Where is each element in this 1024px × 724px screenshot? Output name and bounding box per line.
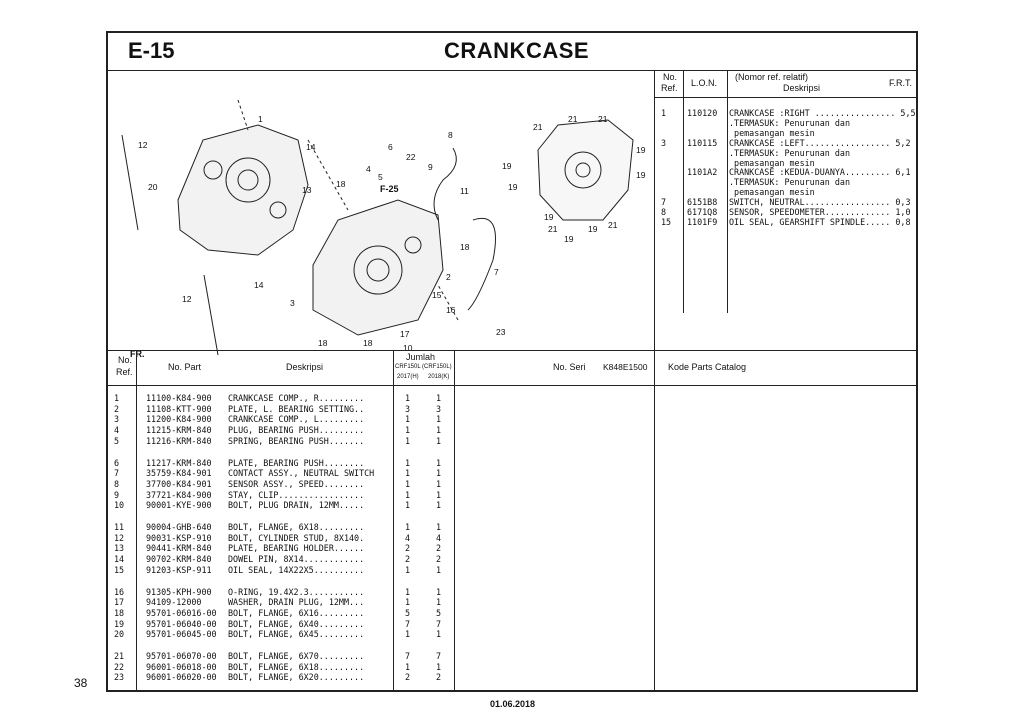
lon-header-deskripsi: Deskripsi — [783, 83, 821, 93]
lon-header-no: No. — [663, 72, 678, 82]
lon-row-desc: .TERMASUK: Penurunan dan — [729, 117, 851, 128]
part-ref: 8 — [114, 478, 120, 489]
table-row — [108, 554, 458, 564]
part-number: 11200-K84-900 — [146, 414, 212, 425]
lon-row-desc: SENSOR, SPEEDOMETER............. 1,0 — [729, 207, 911, 217]
callout-15: 15 — [432, 290, 442, 300]
lon-row-lon: 110115 — [687, 137, 718, 148]
callout-18b: 18 — [460, 242, 470, 252]
fig-code: K848E1500 — [603, 362, 648, 372]
parts-table-header — [108, 350, 916, 386]
qty-2017: 1 — [405, 435, 411, 446]
qty-2017: 1 — [405, 629, 411, 640]
qty-2018: 1 — [436, 661, 442, 672]
part-ref: 12 — [114, 532, 125, 543]
table-row — [108, 629, 458, 639]
lon-row-desc: CRANKCASE :RIGHT ................ 5,5 — [729, 108, 916, 118]
callout-19b: 19 — [636, 170, 646, 180]
callout-20: 20 — [148, 182, 158, 192]
part-number: 37721-K84-900 — [146, 489, 212, 500]
page-number: 38 — [74, 676, 88, 690]
part-ref: 2 — [114, 403, 120, 414]
callout-14: 14 — [306, 142, 316, 152]
part-number: 91305-KPH-900 — [146, 586, 212, 597]
lon-header-lon: L.O.N. — [691, 78, 718, 88]
right-crankcase-shape — [178, 125, 308, 255]
callout-8: 8 — [448, 130, 453, 140]
fr-arrow-label: FR. — [130, 349, 145, 359]
qty-2018: 1 — [436, 425, 442, 436]
part-number: 90001-KYE-900 — [146, 500, 212, 511]
callout-6: 6 — [388, 142, 393, 152]
part-description: BOLT, FLANGE, 6X18......... — [228, 661, 365, 672]
parts-header-jumlah: Jumlah — [406, 352, 436, 362]
table-row — [108, 543, 458, 553]
crankcase-outline-right — [538, 120, 633, 220]
callout-14b: 14 — [254, 280, 264, 290]
part-number: 11217-KRM-840 — [146, 457, 212, 468]
part-number: 35759-K84-901 — [146, 468, 212, 479]
parts-header-year2: 2018(K) — [428, 374, 450, 380]
qty-2018: 2 — [436, 672, 442, 683]
part-description: DOWEL PIN, 8X14............ — [228, 554, 365, 565]
callout-5: 5 — [378, 172, 383, 182]
lon-row-desc: OIL SEAL, GEARSHIFT SPINDLE..... 0,8 — [729, 216, 911, 227]
part-description: PLATE, BEARING HOLDER...... — [228, 543, 365, 554]
qty-2017: 7 — [405, 651, 411, 661]
table-row — [108, 619, 458, 629]
qty-2018: 1 — [436, 457, 442, 468]
qty-2017: 1 — [405, 393, 411, 403]
qty-2018: 1 — [436, 478, 442, 489]
callout-19a: 19 — [636, 145, 646, 155]
table-row — [108, 651, 458, 661]
lon-row-lon: 6151B8 — [687, 197, 718, 208]
part-number: 96001-06020-00 — [146, 672, 217, 683]
table-row — [108, 672, 458, 682]
callout-18d: 18 — [363, 338, 373, 348]
part-description: SENSOR ASSY., SPEED........ — [228, 478, 365, 489]
lon-row-lon: 110120 — [687, 108, 718, 118]
table-row — [108, 533, 458, 543]
lon-header-nomor: (Nomor ref. relatif) — [735, 72, 809, 82]
lon-row-desc: .TERMASUK: Penurunan dan — [729, 147, 851, 158]
lon-row-lon: 1101A2 — [687, 167, 718, 178]
qty-2018: 1 — [436, 414, 442, 425]
callout-13: 13 — [302, 185, 312, 195]
lon-row-ref: 3 — [661, 137, 667, 148]
qty-2017: 1 — [405, 468, 411, 479]
table-row — [108, 597, 458, 607]
labor-operation-table — [655, 70, 916, 350]
part-description: CRANKCASE COMP., L......... — [228, 414, 365, 425]
qty-2018: 1 — [436, 597, 442, 608]
part-description: BOLT, FLANGE, 6X18......... — [228, 522, 365, 532]
lon-col-divider-2 — [727, 70, 728, 313]
table-row — [108, 479, 458, 489]
part-ref: 18 — [114, 607, 125, 618]
part-number: 90441-KRM-840 — [146, 543, 212, 554]
part-number: 95701-06016-00 — [146, 607, 217, 618]
part-number: 11216-KRM-840 — [146, 435, 212, 446]
table-row — [108, 458, 458, 468]
callout-19d: 19 — [508, 182, 518, 192]
parts-header-model2: (CRF150L) — [422, 364, 452, 370]
parts-header-kode: Kode Parts Catalog — [668, 362, 747, 372]
left-crankcase-shape — [313, 200, 443, 335]
table-row — [108, 404, 458, 414]
part-description: CRANKCASE COMP., R......... — [228, 393, 365, 403]
callout-23: 23 — [496, 327, 506, 337]
part-description: STAY, CLIP................. — [228, 489, 365, 500]
lon-row-ref: 1 — [661, 108, 667, 118]
qty-2018: 1 — [436, 522, 442, 532]
part-number: 91203-KSP-911 — [146, 564, 212, 575]
qty-2017: 2 — [405, 672, 411, 683]
part-number: 96001-06018-00 — [146, 661, 217, 672]
page-title: CRANKCASE — [444, 38, 590, 63]
qty-2018: 1 — [436, 393, 442, 403]
lon-row-desc: pemasangan mesin — [729, 127, 815, 138]
qty-2017: 1 — [405, 478, 411, 489]
qty-2018: 5 — [436, 607, 442, 618]
parts-header-no-part: No. Part — [168, 362, 202, 372]
part-description: BOLT, FLANGE, 6X16......... — [228, 607, 365, 618]
part-ref: 7 — [114, 468, 120, 479]
callout-2: 2 — [446, 272, 451, 282]
callout-12: 12 — [138, 140, 148, 150]
table-row — [108, 522, 458, 532]
part-description: SPRING, BEARING PUSH....... — [228, 435, 365, 446]
part-ref: 23 — [114, 672, 125, 683]
table-row — [108, 414, 458, 424]
table-row — [108, 662, 458, 672]
part-number: 11100-K84-900 — [146, 393, 212, 403]
table-row — [108, 500, 458, 510]
part-description: CONTACT ASSY., NEUTRAL SWITCH — [228, 468, 375, 479]
callout-21d: 21 — [548, 224, 558, 234]
callout-17: 17 — [400, 329, 410, 339]
part-ref: 6 — [114, 457, 120, 468]
parts-header-ref: Ref. — [116, 367, 133, 377]
part-ref: 5 — [114, 435, 120, 446]
part-number: 94109-12000 — [146, 597, 202, 608]
qty-2018: 1 — [436, 489, 442, 500]
lon-row-lon: 1101F9 — [687, 216, 718, 227]
part-ref: 17 — [114, 597, 125, 608]
part-ref: 9 — [114, 489, 120, 500]
print-date: 01.06.2018 — [490, 699, 536, 709]
qty-2018: 1 — [436, 435, 442, 446]
lon-row-desc: CRANKCASE :KEDUA-DUANYA......... 6,1 — [729, 167, 911, 178]
part-ref: 1 — [114, 393, 120, 403]
qty-2017: 1 — [405, 564, 411, 575]
callout-21b: 21 — [568, 114, 578, 124]
qty-2017: 1 — [405, 586, 411, 597]
part-ref: 15 — [114, 564, 125, 575]
callout-12b: 12 — [182, 294, 192, 304]
callout-7: 7 — [494, 267, 499, 277]
qty-2017: 1 — [405, 661, 411, 672]
qty-2018: 1 — [436, 629, 442, 640]
qty-2017: 1 — [405, 522, 411, 532]
callout-19g: 19 — [588, 224, 598, 234]
part-number: 95701-06040-00 — [146, 618, 217, 629]
part-description: PLATE, BEARING PUSH........ — [228, 457, 365, 468]
part-description: BOLT, FLANGE, 6X45......... — [228, 629, 365, 640]
qty-2018: 1 — [436, 564, 442, 575]
part-description: BOLT, CYLINDER STUD, 8X140. — [228, 532, 365, 543]
part-ref: 4 — [114, 425, 120, 436]
part-description: PLATE, L. BEARING SETTING.. — [228, 403, 365, 414]
part-ref: 14 — [114, 554, 125, 565]
table-row — [108, 490, 458, 500]
callout-18: 18 — [336, 179, 346, 189]
lon-row-desc: pemasangan mesin — [729, 157, 815, 168]
qty-2017: 1 — [405, 489, 411, 500]
page-header — [108, 33, 916, 71]
qty-2017: 3 — [405, 403, 411, 414]
parts-header-model1: CRF150L — [395, 364, 421, 370]
lon-header-frt: F.R.T. — [889, 78, 913, 88]
qty-2017: 5 — [405, 607, 411, 618]
lon-row-ref: 7 — [661, 197, 667, 208]
qty-2018: 4 — [436, 532, 442, 543]
qty-2018: 1 — [436, 468, 442, 479]
qty-2017: 1 — [405, 597, 411, 608]
part-ref: 10 — [114, 500, 125, 511]
part-description: BOLT, FLANGE, 6X20......... — [228, 672, 365, 683]
part-description: PLUG, BEARING PUSH......... — [228, 425, 365, 436]
section-code: E-15 — [128, 38, 175, 63]
qty-2018: 2 — [436, 554, 442, 565]
lon-row-ref: 8 — [661, 207, 667, 217]
lon-row-desc: SWITCH, NEUTRAL................. 0,3 — [729, 197, 911, 208]
part-ref: 3 — [114, 414, 120, 425]
part-number: 90702-KRM-840 — [146, 554, 212, 565]
lon-row-desc: CRANKCASE :LEFT................. 5,2 — [729, 137, 911, 148]
part-number: 11215-KRM-840 — [146, 425, 212, 436]
qty-2017: 1 — [405, 414, 411, 425]
qty-2017: 2 — [405, 543, 411, 554]
table-row — [108, 393, 458, 403]
lon-row-desc: pemasangan mesin — [729, 187, 815, 198]
callout-1: 1 — [258, 114, 263, 124]
part-ref: 21 — [114, 651, 125, 661]
table-row — [108, 608, 458, 618]
qty-2017: 2 — [405, 554, 411, 565]
callout-11: 11 — [460, 186, 469, 196]
qty-2018: 1 — [436, 586, 442, 597]
qty-2018: 2 — [436, 543, 442, 554]
parts-col-divider-4 — [654, 350, 655, 690]
lon-row-desc: .TERMASUK: Penurunan dan — [729, 177, 851, 188]
part-ref: 19 — [114, 618, 125, 629]
table-row — [108, 425, 458, 435]
part-number: 90031-KSP-910 — [146, 532, 212, 543]
callout-18c: 18 — [318, 338, 328, 348]
part-ref: 22 — [114, 661, 125, 672]
qty-2017: 4 — [405, 532, 411, 543]
callout-21c: 21 — [598, 114, 608, 124]
qty-2017: 1 — [405, 425, 411, 436]
part-number: 95701-06045-00 — [146, 629, 217, 640]
callout-10: 10 — [403, 343, 413, 353]
table-row — [108, 587, 458, 597]
callout-19f: 19 — [564, 234, 574, 244]
callout-21e: 21 — [608, 220, 618, 230]
parts-header-no: No. — [118, 355, 133, 365]
part-ref: 16 — [114, 586, 125, 597]
ref-f25: F-25 — [380, 184, 399, 194]
callout-4: 4 — [366, 164, 371, 174]
part-number: 90004-GHB-640 — [146, 522, 212, 532]
parts-header-no-seri: No. Seri — [553, 362, 586, 372]
lon-header-divider — [655, 97, 916, 98]
part-description: OIL SEAL, 14X22X5.......... — [228, 564, 365, 575]
qty-2018: 7 — [436, 651, 442, 661]
callout-9: 9 — [428, 162, 433, 172]
parts-list — [108, 385, 442, 690]
lon-row-lon: 6171Q8 — [687, 207, 718, 217]
part-ref: 13 — [114, 543, 125, 554]
part-number: 11108-KTT-900 — [146, 403, 212, 414]
callout-19e: 19 — [544, 212, 554, 222]
part-description: BOLT, FLANGE, 6X70......... — [228, 651, 365, 661]
part-description: WASHER, DRAIN PLUG, 12MM... — [228, 597, 365, 608]
part-ref: 11 — [114, 522, 125, 532]
table-row — [108, 565, 458, 575]
lon-col-divider-1 — [683, 70, 684, 313]
qty-2017: 1 — [405, 457, 411, 468]
callout-16: 16 — [446, 305, 456, 315]
part-ref: 20 — [114, 629, 125, 640]
parts-header-deskripsi: Deskripsi — [286, 362, 324, 372]
callout-3: 3 — [290, 298, 295, 308]
lon-row-ref: 15 — [661, 216, 672, 227]
lon-header-ref: Ref. — [661, 83, 678, 93]
parts-header-year1: 2017(H) — [397, 374, 419, 380]
qty-2017: 7 — [405, 618, 411, 629]
qty-2018: 3 — [436, 403, 442, 414]
qty-2018: 7 — [436, 618, 442, 629]
part-number: 37700-K84-901 — [146, 478, 212, 489]
table-row — [108, 468, 458, 478]
part-number: 95701-06070-00 — [146, 651, 217, 661]
catalog-page-frame — [106, 31, 918, 692]
qty-2018: 1 — [436, 500, 442, 511]
part-description: O-RING, 19.4X2.3........... — [228, 586, 365, 597]
table-row — [108, 436, 458, 446]
callout-21a: 21 — [533, 122, 543, 132]
callout-19c: 19 — [502, 161, 512, 171]
part-description: BOLT, PLUG DRAIN, 12MM..... — [228, 500, 365, 511]
qty-2017: 1 — [405, 500, 411, 511]
part-description: BOLT, FLANGE, 6X40......... — [228, 618, 365, 629]
callout-22: 22 — [406, 152, 416, 162]
